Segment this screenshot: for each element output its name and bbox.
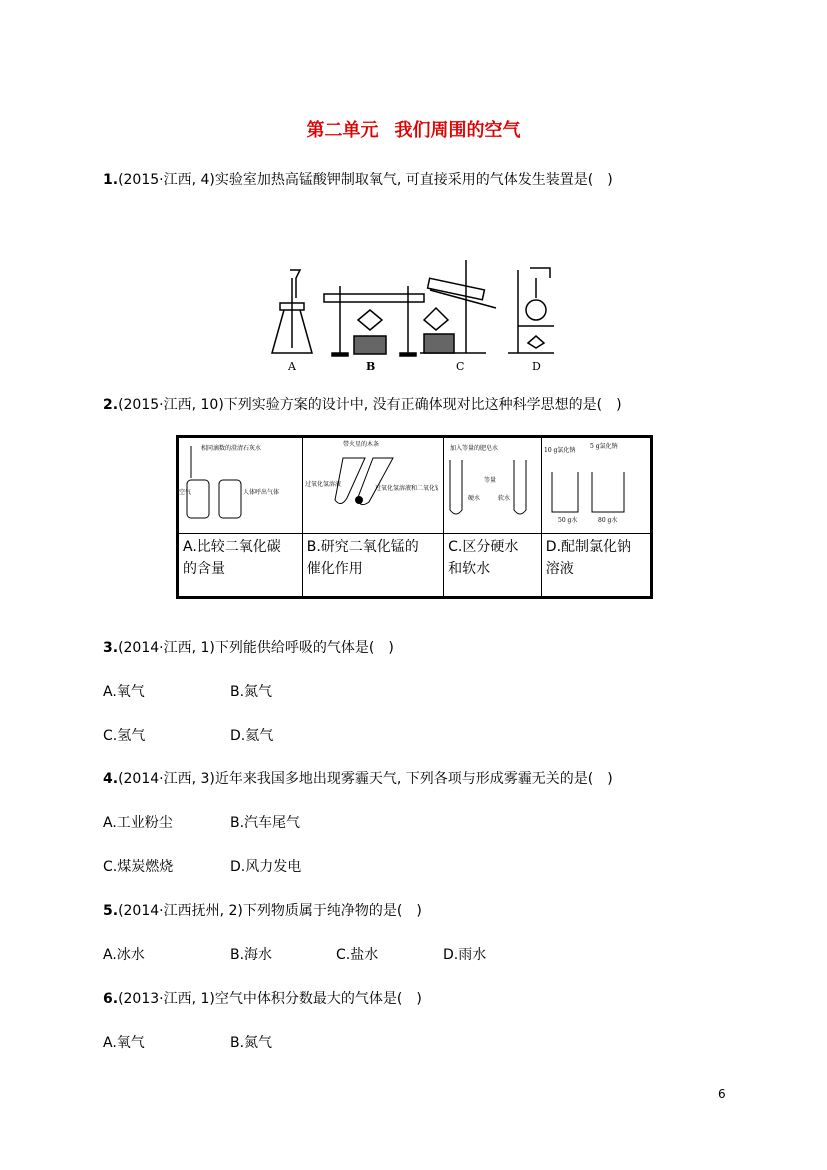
- question-text: (2013·江西, 1)空气中体积分数最大的气体是( ): [118, 991, 422, 1007]
- question-1: [103, 172, 613, 188]
- question-number: 2.: [103, 397, 119, 413]
- figure-text: 人体呼出气体: [243, 489, 280, 496]
- option: B.海水: [230, 947, 273, 963]
- question-number: 4.: [103, 771, 119, 787]
- question-text: (2014·江西抚州, 2)下列物质属于纯净物的是( ): [118, 903, 422, 919]
- question-6: [103, 991, 422, 1007]
- unit-title: [0, 116, 827, 142]
- figure-cell-d: [541, 437, 651, 534]
- figure-text: 5 g氯化钠: [589, 443, 618, 450]
- option: C.盐水: [336, 947, 379, 963]
- option-cell-a: [178, 534, 303, 598]
- figure-text: 80 g水: [597, 517, 618, 524]
- figure-a: [179, 438, 297, 526]
- option: B.氮气: [230, 684, 273, 700]
- apparatus-d: [508, 268, 554, 373]
- question-text: (2015·江西, 4)实验室加热高锰酸钾制取氧气, 可直接采用的气体发生装置是( ): [118, 172, 613, 188]
- option: A.氧气: [103, 684, 145, 700]
- figure-d: [542, 438, 646, 526]
- question-text: (2014·江西, 3)近年来我国多地出现雾霾天气, 下列各项与形成雾霾无关的是( ): [118, 771, 613, 787]
- option-text: B.研究二氧化锰的: [306, 539, 419, 555]
- question-number: 6.: [103, 991, 119, 1007]
- option-text: A.比较二氧化碳: [183, 539, 281, 555]
- question-4: [103, 771, 613, 787]
- figure-cell-c: [444, 437, 542, 534]
- option-cell-d: [541, 534, 651, 598]
- option: D.风力发电: [230, 859, 302, 875]
- figure-label: A: [288, 360, 296, 373]
- figure-c: [444, 438, 537, 526]
- option-cell-b: [302, 534, 443, 598]
- apparatus-b: [324, 286, 424, 373]
- figure-text: 空气: [179, 489, 192, 496]
- option-text: 溶液: [545, 561, 574, 577]
- title-topic: 我们周围的空气: [394, 120, 521, 141]
- apparatus-a: [272, 270, 312, 373]
- option: C.煤炭燃烧: [103, 859, 174, 875]
- question-3: [103, 640, 394, 656]
- figure-label: B: [366, 360, 376, 373]
- title-unit: 第二单元: [306, 120, 379, 141]
- figure-cell-a: [178, 437, 303, 534]
- experiment-table: [176, 435, 653, 599]
- option-text: 的含量: [183, 561, 225, 577]
- figure-text: 硬水: [468, 495, 481, 502]
- figure-text: 加入等量的肥皂水: [450, 445, 499, 452]
- page-number: 6: [718, 1087, 726, 1101]
- figure-b: [303, 438, 438, 526]
- figure-text: 过氧化氢溶液: [304, 481, 341, 488]
- option: C.氢气: [103, 728, 146, 744]
- option: A.冰水: [103, 947, 145, 963]
- question-text: (2015·江西, 10)下列实验方案的设计中, 没有正确体现对比这种科学思想的是( ): [118, 397, 622, 413]
- figure-text: 10 g氯化钠: [543, 447, 576, 454]
- question-number: 3.: [103, 640, 119, 656]
- figure-cell-b: [302, 437, 443, 534]
- question-2: [103, 397, 622, 413]
- option-text: C.区分硬水: [448, 539, 519, 555]
- figure-text: 过氧化氢溶液和二氧化锰: [374, 485, 438, 492]
- option-text: 催化作用: [306, 561, 363, 577]
- option: A.氧气: [103, 1035, 145, 1051]
- option: D.雨水: [443, 947, 487, 963]
- question-text: (2014·江西, 1)下列能供给呼吸的气体是( ): [118, 640, 394, 656]
- figure-text: 等量: [484, 477, 497, 484]
- question-number: 1.: [103, 172, 119, 188]
- option: A.工业粉尘: [103, 815, 173, 831]
- figure-label: D: [532, 360, 541, 373]
- figure-text: 软水: [498, 495, 511, 502]
- figure-text: 带火星的木条: [342, 441, 379, 448]
- option-cell-c: [444, 534, 542, 598]
- apparatus-c: [420, 260, 496, 373]
- option: D.氦气: [230, 728, 274, 744]
- option-text: 和软水: [448, 561, 491, 577]
- figure-label: C: [456, 360, 465, 373]
- question-number: 5.: [103, 903, 119, 919]
- question-5: [103, 903, 422, 919]
- figure-text: 50 g水: [557, 517, 578, 524]
- option: B.汽车尾气: [230, 815, 301, 831]
- figure-text: 相同滴数的澄清石灰水: [201, 445, 262, 452]
- option-text: D.配制氯化钠: [545, 539, 632, 555]
- apparatus-figure: [270, 258, 560, 376]
- option: B.氮气: [230, 1035, 273, 1051]
